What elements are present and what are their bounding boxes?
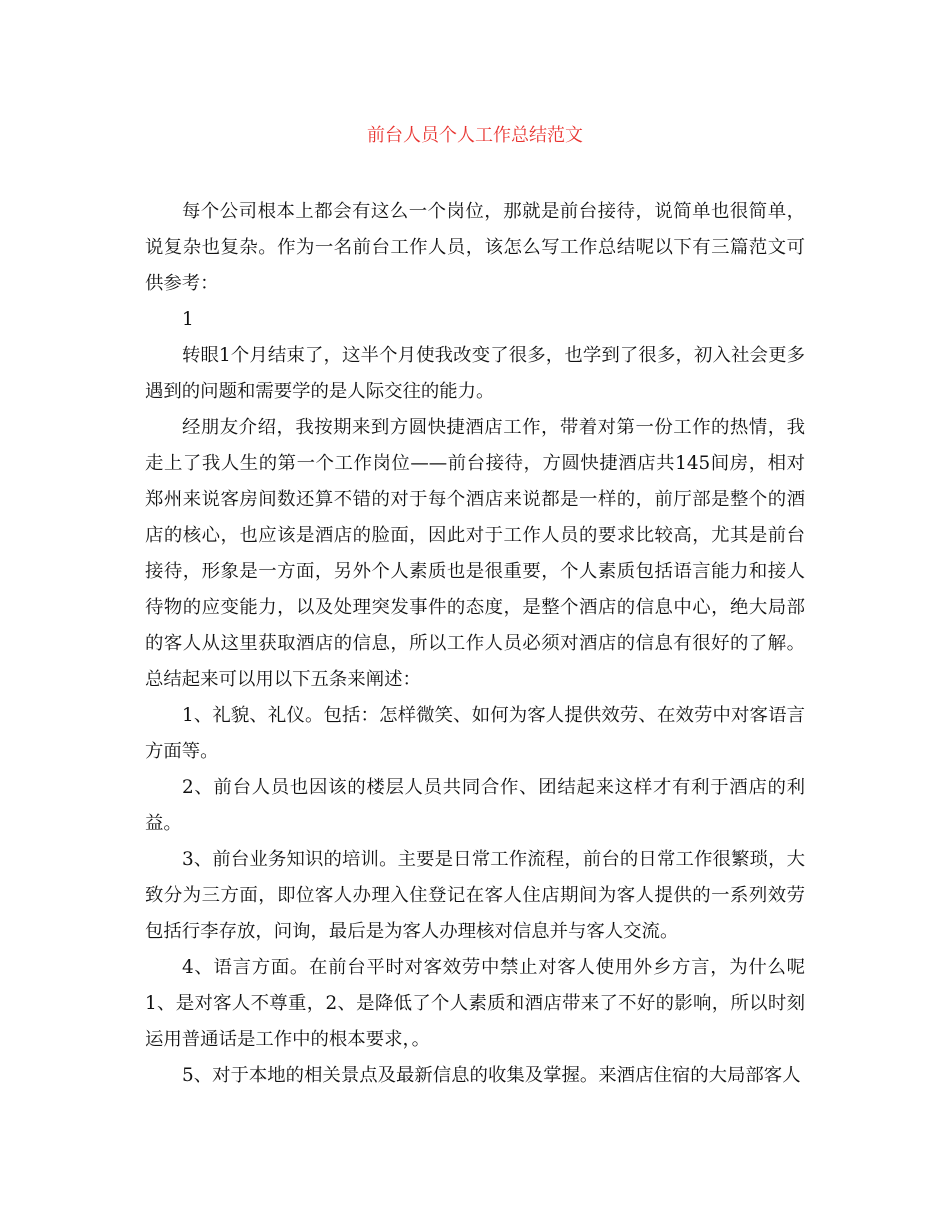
paragraph-one-month: 转眼1个月结束了，这半个月使我改变了很多，也学到了很多，初入社会更多遇到的问题和需要学的是人际交往的能力。 [145,345,805,402]
paragraph-point-5: 5、对于本地的相关景点及最新信息的收集及掌握。来酒店住宿的大局部客人 [182,1065,801,1086]
document-body [145,194,805,1094]
paragraph-intro: 每个公司根本上都会有这么一个岗位，那就是前台接待，说简单也很简单，说复杂也复杂。作为一名前台工作人员，该怎么写工作总结呢以下有三篇范文可供参考： [145,201,805,294]
paragraph-hotel-intro: 经朋友介绍，我按期来到方圆快捷酒店工作，带着对第一份工作的热情，我走上了我人生的第一个工作岗位——前台接待，方圆快捷酒店共145间房，相对郑州来说客房间数还算不错的对于每个酒店来说都是一样的，前厅部是整个的酒店的核心，也应该是酒店的脸面，因此对于工作人员的要求比较高，尤其是前台接待，形象是一方面，另外个人素质也是很重要，个人素质包括语言能力和接人待物的应变能力，以及处理突发事件的态度，是整个酒店的信息中心，绝大局部的客人从这里获取酒店的信息，所以工作人员必须对酒店的信息有很好的了解。总结起来可以用以下五条来阐述： [145,417,805,690]
paragraph-point-1: 1、礼貌、礼仪。包括：怎样微笑、如何为客人提供效劳、在效劳中对客语言方面等。 [145,705,805,762]
document-title: 前台人员个人工作总结范文 [367,125,583,146]
paragraph-section-number: 1 [182,309,194,330]
paragraph-point-4: 4、语言方面。在前台平时对客效劳中禁止对客人使用外乡方言，为什么呢1、是对客人不尊重，2、是降低了个人素质和酒店带来了不好的影响，所以时刻运用普通话是工作中的根本要求，。 [145,957,805,1050]
paragraph-point-3: 3、前台业务知识的培训。主要是日常工作流程，前台的日常工作很繁琐，大致分为三方面，即位客人办理入住登记在客人住店期间为客人提供的一系列效劳包括行李存放，问询，最后是为客人办理核对信息并与客人交流。 [145,849,805,942]
paragraph-point-2: 2、前台人员也因该的楼层人员共同合作、团结起来这样才有利于酒店的利益。 [145,777,805,834]
